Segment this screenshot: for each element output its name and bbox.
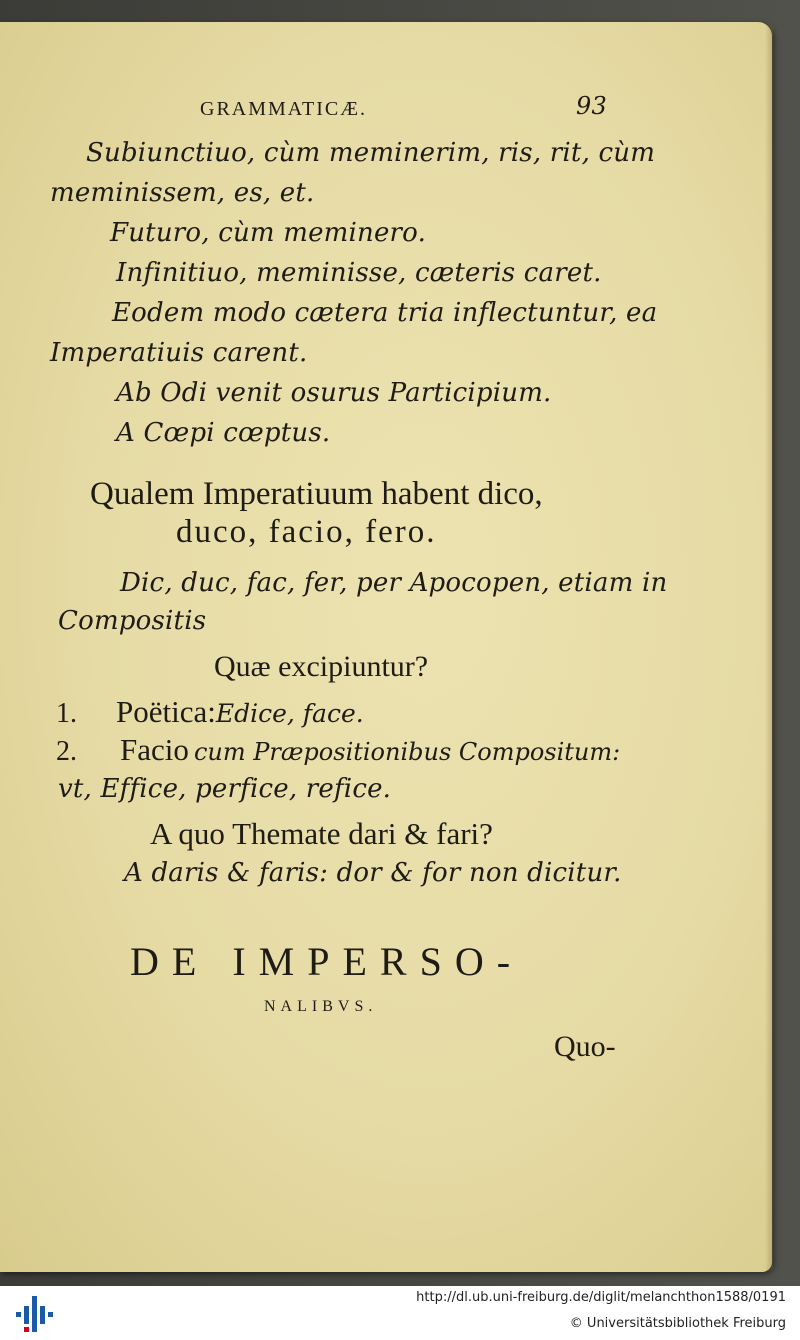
section-heading-cont: NALIBVS. bbox=[264, 998, 378, 1015]
text-line: Subiunctiuo, cùm meminerim, ris, rit, cùm bbox=[86, 138, 656, 168]
list-item-italic: cum Præpositionibus Compositum: bbox=[193, 738, 621, 766]
ub-freiburg-logo-icon bbox=[14, 1292, 54, 1334]
page-number: 93 bbox=[576, 92, 607, 120]
question-line: A quo Themate dari & fari? bbox=[150, 816, 493, 851]
text-line: Futuro, cùm meminero. bbox=[110, 218, 427, 248]
question-line: Quæ excipiuntur? bbox=[214, 650, 429, 683]
copyright-notice: © Universitätsbibliothek Freiburg bbox=[569, 1316, 786, 1331]
list-item bbox=[116, 694, 364, 730]
list-item-roman: Poëtica: bbox=[116, 694, 216, 729]
question-line: Qualem Imperatiuum habent dico, bbox=[90, 476, 543, 512]
list-item-roman: Facio bbox=[120, 732, 189, 767]
text-line: Infinitiuo, meminisse, cæteris caret. bbox=[116, 258, 602, 288]
answer-line: A daris & faris: dor & for non dicitur. bbox=[124, 858, 622, 888]
answer-line: Compositis bbox=[58, 606, 207, 636]
book-page bbox=[0, 22, 772, 1272]
section-heading: DE IMPERSO- bbox=[130, 939, 524, 984]
list-number: 1. bbox=[56, 698, 77, 729]
page-edge bbox=[765, 22, 773, 1272]
list-item bbox=[120, 732, 620, 768]
viewer-footer bbox=[0, 1286, 800, 1340]
question-line: duco, facio, fero. bbox=[176, 514, 437, 550]
text-line: A Cœpi cœptus. bbox=[116, 418, 331, 448]
text-line: Imperatiuis carent. bbox=[50, 338, 308, 368]
text-line: Eodem modo cætera tria inflectuntur, ea bbox=[112, 298, 658, 328]
text-line: meminissem, es, et. bbox=[50, 178, 315, 208]
list-number: 2. bbox=[56, 736, 77, 767]
catchword: Quo- bbox=[554, 1030, 616, 1063]
text-line: Ab Odi venit osurus Participium. bbox=[116, 378, 552, 408]
text-line: vt, Effice, perfice, refice. bbox=[58, 774, 392, 804]
list-item-italic: Edice, face. bbox=[215, 699, 364, 728]
permalink-url[interactable]: http://dl.ub.uni-freiburg.de/diglit/melanchthon1588/0191 bbox=[416, 1290, 786, 1305]
answer-line: Dic, duc, fac, fer, per Apocopen, etiam in bbox=[120, 568, 668, 598]
running-head: GRAMMATICÆ. bbox=[200, 98, 368, 120]
